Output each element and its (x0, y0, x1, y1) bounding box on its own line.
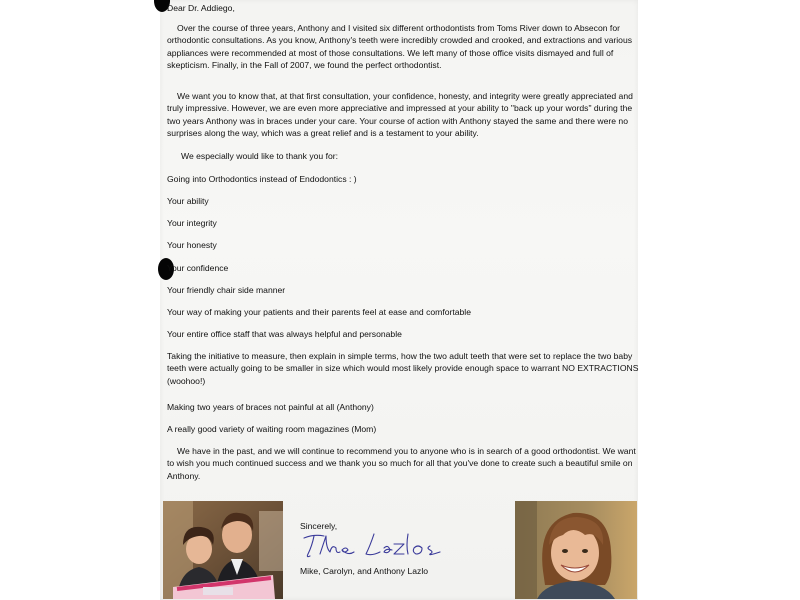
paragraph-2: We want you to know that, at that first consultation, your confidence, honesty, and integrity were greatly appreciated and truly impressive. However, we are even more appreciative and impressed at your ability to "back up your words" during the two years Anthony was in braces under your care. Your course of action with Anthony stayed the same and there were no surprises along the way, which was a great relief and is a testament to your ability. (167, 91, 633, 139)
paragraph-1: Over the course of three years, Anthony and I visited six different orthodontists from Toms River down to Absecon for orthodontic consultations. As you know, Anthony's teeth were incredibly crowded and crooked, and extractions and various appliances were recommended at most of those consultations. We left many of those office visits dismayed and full of skepticism. Finally, in the Fall of 2007, we found the perfect orthodontist. (167, 23, 633, 71)
handwritten-signature (300, 530, 450, 560)
signers: Mike, Carolyn, and Anthony Lazlo (300, 566, 429, 576)
thanks-item: A really good variety of waiting room magazines (Mom) (167, 424, 377, 434)
thanks-item: Your honesty (167, 240, 217, 250)
salutation: Dear Dr. Addiego, (167, 3, 235, 13)
photo-patient-smiling (515, 501, 637, 599)
thanks-item: Taking the initiative to measure, then explain in simple terms, how the two adult teeth that were set to replace the two baby teeth were actually going to be smaller in size which would most likely provide enough space to warrant NO EXTRACTIONS (woohoo!) (167, 351, 639, 386)
thanks-item: Making two years of braces not painful at all (Anthony) (167, 402, 374, 412)
thanks-item: Your friendly chair side manner (167, 285, 286, 295)
thanks-item: Going into Orthodontics instead of Endodontics : ) (167, 174, 357, 184)
signature-ink (300, 530, 450, 560)
photo-patient-with-orthodontist (163, 501, 283, 599)
photo-illustration (163, 501, 283, 599)
closing-paragraph: We have in the past, and we will continue to recommend you to anyone who is in search of a good orthodontist. We want to wish you much continued success and we thank you so much for all that you've done to create such a beautiful smile on Anthony. (167, 446, 636, 481)
thanks-item: Your confidence (167, 263, 229, 273)
thanks-item: Your integrity (167, 218, 217, 228)
thanks-item: Your entire office staff that was always helpful and personable (167, 329, 402, 339)
thanks-intro: We especially would like to thank you for: (181, 151, 338, 161)
photo-illustration (515, 501, 637, 599)
valediction: Sincerely, (300, 521, 338, 531)
thanks-item: Your ability (167, 196, 209, 206)
thanks-item: Your way of making your patients and their parents feel at ease and comfortable (167, 307, 471, 317)
